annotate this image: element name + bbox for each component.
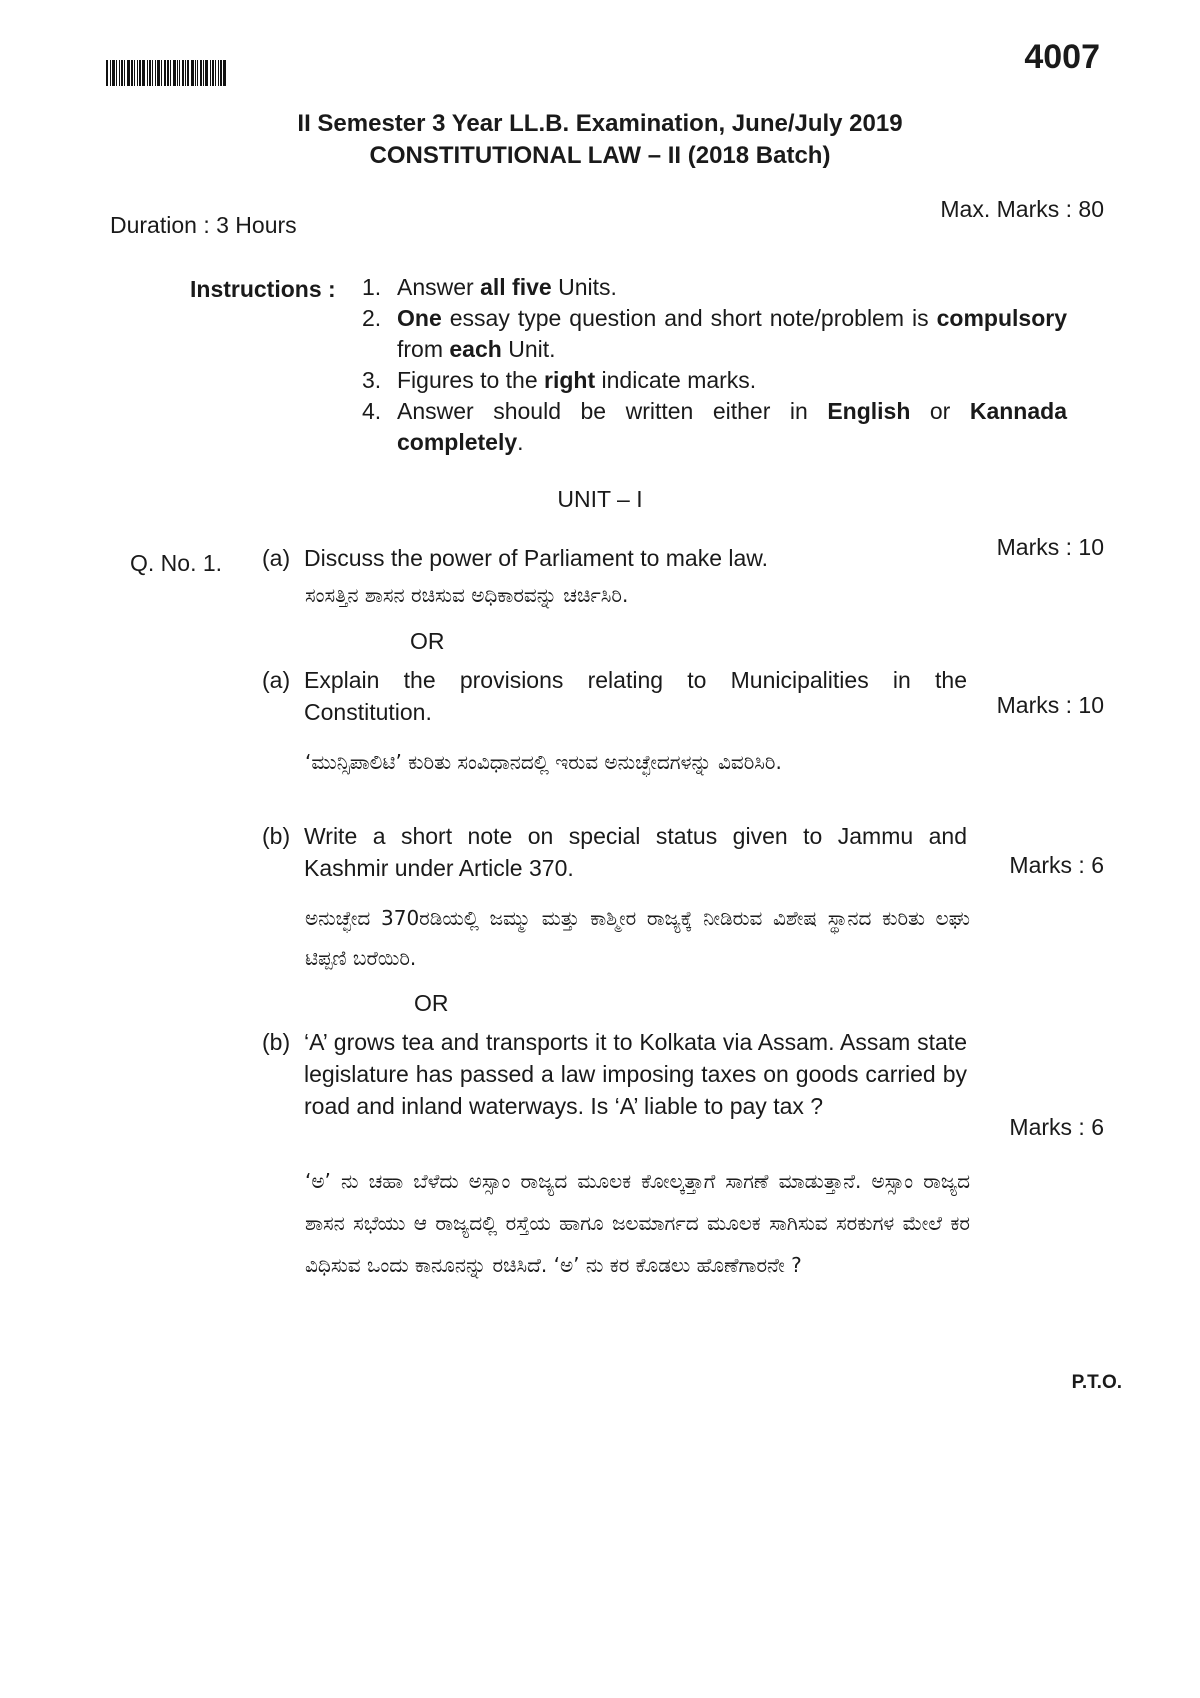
instruction-item: [362, 272, 1067, 303]
question-1a-kannada: ಸಂಸತ್ತಿನ ಶಾಸನ ರಚಿಸುವ ಅಧಿಕಾರವನ್ನು ಚರ್ಚಿಸಿರಿ.: [305, 583, 629, 607]
exam-title-line1: II Semester 3 Year LL.B. Examination, June/July 2019: [297, 110, 903, 137]
marks-1b-alt: Marks : 6: [1009, 1114, 1104, 1140]
question-1b-alt-kannada: ‘ಅ’ ನು ಚಹಾ ಬೆಳೆದು ಅಸ್ಸಾಂ ರಾಜ್ಯದ ಮೂಲಕ ಕೋಲ್ಕತ್ತಾಗೆ ಸಾಗಣೆ ಮಾಡುತ್ತಾನೆ. ಅಸ್ಸಾಂ ರಾಜ್ಯದ ಶಾಸನ ಸಭೆಯು ಆ ರಾಜ್ಯದಲ್ಲಿ ರಸ್ತೆಯ ಹಾಗೂ ಜಲಮಾರ್ಗದ ಮೂಲಕ ಸಾಗಿಸುವ ಸರಕುಗಳ ಮೇಲೆ ಕರ ವಿಧಿಸುವ ಒಂದು ಕಾನೂನನ್ನು ರಚಿಸಿದೆ. ‘ಅ’ ನು ಕರ ಕೊಡಲು ಹೊಣೆಗಾರನೇ ?: [305, 1169, 970, 1277]
instruction-number: 4.: [362, 398, 382, 424]
question-label: (b): [262, 823, 291, 849]
unit-heading: UNIT – I: [557, 486, 643, 512]
question-label: (a): [262, 545, 291, 571]
marks-1a: Marks : 10: [996, 534, 1104, 560]
instruction-number: 3.: [362, 367, 382, 393]
question-1a-alt-kannada: ‘ಮುನ್ಸಿಪಾಲಿಟಿ’ ಕುರಿತು ಸಂವಿಧಾನದಲ್ಲಿ ಇರುವ ಅನುಚ್ಛೇದಗಳನ್ನು ವಿವರಿಸಿರಿ.: [305, 750, 782, 774]
instruction-text: Answer all five Units.: [397, 274, 617, 300]
page-turn-over: P.T.O.: [1071, 1372, 1122, 1393]
instruction-item: [362, 365, 1067, 396]
instruction-item: [362, 303, 1067, 365]
instruction-text: Figures to the right indicate marks.: [397, 367, 757, 393]
question-1b-kannada: ಅನುಚ್ಛೇದ 370ರಡಿಯಲ್ಲಿ ಜಮ್ಮು ಮತ್ತು ಕಾಶ್ಮೀರ ರಾಜ್ಯಕ್ಕೆ ನೀಡಿರುವ ವಿಶೇಷ ಸ್ಥಾನದ ಕುರಿತು ಲಘು ಟಿಪ್ಪಣಿ ಬರೆಯಿರಿ.: [305, 906, 970, 970]
exam-title-line2: CONSTITUTIONAL LAW – II (2018 Batch): [369, 142, 831, 169]
exam-title: [0, 108, 1200, 172]
question-1b: [262, 820, 967, 884]
marks-1b: Marks : 6: [1009, 852, 1104, 878]
barcode: [106, 60, 246, 86]
question-text: Discuss the power of Parliament to make law.: [304, 545, 769, 571]
instruction-text: Answer should be written either in English or Kannada completely.: [397, 398, 1067, 455]
or-separator: OR: [410, 628, 445, 654]
max-marks: Max. Marks : 80: [940, 196, 1104, 222]
instruction-number: 2.: [362, 305, 382, 331]
instruction-item: [362, 396, 1067, 458]
question-text: Write a short note on special status given to Jammu and Kashmir under Article 370.: [304, 823, 967, 881]
or-separator: OR: [414, 990, 449, 1016]
question-number: Q. No. 1.: [130, 550, 223, 576]
question-label: (b): [262, 1029, 291, 1055]
instruction-text: One essay type question and short note/problem is compulsory from each Unit.: [397, 305, 1067, 362]
instructions-list: [362, 272, 1067, 458]
question-text: Explain the provisions relating to Municipalities in the Constitution.: [304, 667, 967, 725]
question-1a: [262, 542, 967, 574]
instructions-label: Instructions :: [190, 276, 336, 302]
duration: Duration : 3 Hours: [110, 212, 297, 238]
question-label: (a): [262, 667, 291, 693]
paper-code: 4007: [1024, 38, 1100, 76]
instruction-number: 1.: [362, 274, 382, 300]
question-text: ‘A’ grows tea and transports it to Kolkata via Assam. Assam state legislature has passed a law imposing taxes on goods carried by road and inland waterways. Is ‘A’ liable to pay tax ?: [304, 1029, 967, 1119]
question-1a-alt: [262, 664, 967, 728]
marks-1a-alt: Marks : 10: [996, 692, 1104, 718]
question-1b-alt: [262, 1026, 967, 1122]
